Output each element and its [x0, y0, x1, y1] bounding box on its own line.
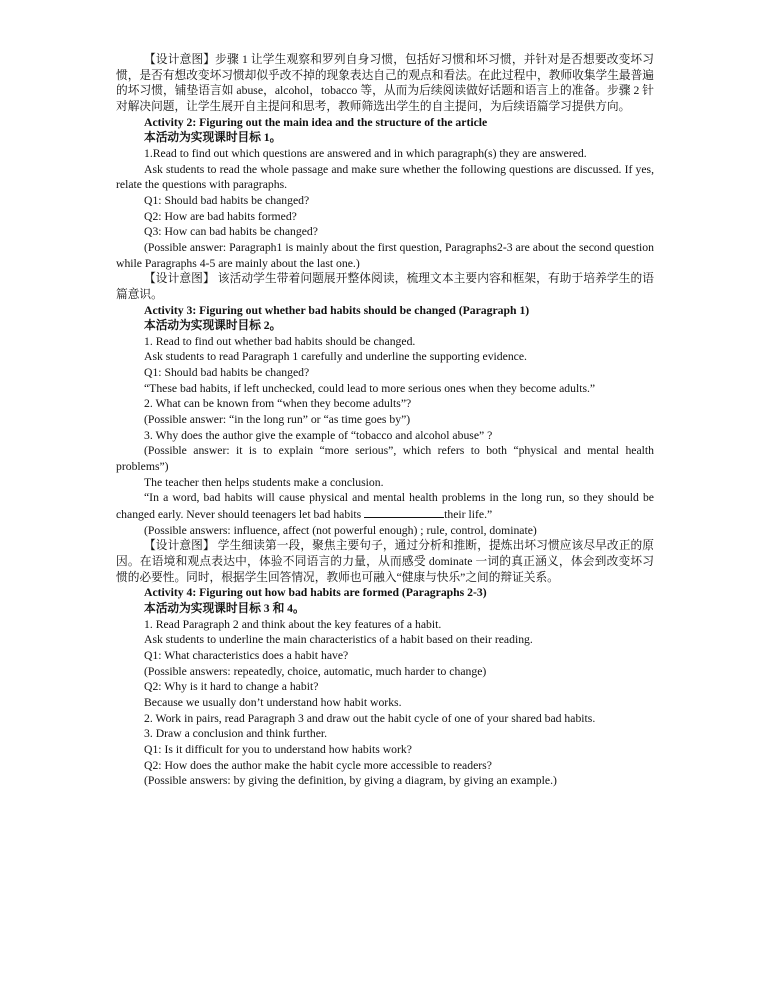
paragraph-p37: (Possible answers: by giving the definition, by giving a diagram, by giving an example.)	[144, 774, 557, 788]
paragraph-p31: Q2: Why is it hard to change a habit?	[144, 680, 319, 694]
paragraph-p27: 1. Read Paragraph 2 and think about the key features of a habit.	[144, 617, 442, 631]
paragraph-p13: 1. Read to find out whether bad habits should be changed.	[144, 334, 416, 348]
paragraph-p18: (Possible answer: “in the long run” or “as time goes by”)	[144, 413, 411, 427]
paragraph-p29: Q1: What characteristics does a habit have?	[144, 648, 349, 662]
paragraph-p24: 【设计意图】 学生细读第一段，聚焦主要句子，通过分析和推断，提炼出坏习惯应该尽早改正的原因。在语境和观点表达中，体验不同语言的力量，从而感受 dominate 一词的真正涵义，体会到改变坏习惯的必要性。同时，根据学生回答情况，教师也可融入“健康与快乐”之间的辩证关系。	[116, 539, 654, 584]
paragraph-p21: The teacher then helps students make a conclusion.	[144, 475, 384, 489]
paragraph-p7: Q2: How are bad habits formed?	[144, 209, 297, 223]
paragraph-p4: 1.Read to find out which questions are answered and in which paragraph(s) they are answered.	[144, 146, 587, 160]
paragraph-p17: 2. What can be known from “when they become adults”?	[144, 397, 412, 411]
paragraph-p9: (Possible answer: Paragraph1 is mainly about the first question, Paragraphs2-3 are about the second question while Paragraphs 4-5 are mainly about the last one.)	[116, 240, 654, 270]
paragraph-p5: Ask students to read the whole passage and make sure whether the following questions are discussed. If yes, relate the questions with paragraphs.	[116, 162, 654, 192]
paragraph-p36: Q2: How does the author make the habit cycle more accessible to readers?	[144, 758, 492, 772]
paragraph-p35: Q1: Is it difficult for you to understand how habits work?	[144, 742, 412, 756]
paragraph-p23: (Possible answers: influence, affect (not powerful enough) ; rule, control, dominate)	[144, 523, 537, 537]
fill-in-blank	[364, 506, 444, 518]
document-page	[116, 52, 654, 789]
paragraph-p32: Because we usually don’t understand how habit works.	[144, 695, 402, 709]
paragraph-p6: Q1: Should bad habits be changed?	[144, 193, 310, 207]
paragraph-p26: 本活动为实现课时目标 3 和 4。	[144, 601, 305, 615]
paragraph-text-after-blank: their life.”	[444, 508, 493, 522]
paragraph-p19: 3. Why does the author give the example of “tobacco and alcohol abuse” ?	[144, 428, 493, 442]
paragraph-text-before-blank: “In a word, bad habits will cause physical and mental health problems in the long run, so they should be changed early. Never should teenagers let bad habits	[116, 491, 654, 522]
paragraph-p1: 【设计意图】步骤 1 让学生观察和罗列自身习惯，包括好习惯和坏习惯，并针对是否想要改变坏习惯，是否有想改变坏习惯却似乎改不掉的现象表达自己的观点和看法。在此过程中，教师收集学生最普遍的坏习惯，铺垫语言如 abuse，alcohol，tobacco 等，从而为后续阅读做好话题和语言上的准备。步骤 2 针对解决问题，让学生展开自主提问和思考，教师筛选出学生的自主提问，为后续语篇学习提供方向。	[116, 53, 654, 113]
paragraph-p20: (Possible answer: it is to explain “more serious”, which refers to both “physical and mental health problems”)	[116, 444, 654, 474]
paragraph-p14: Ask students to read Paragraph 1 carefully and underline the supporting evidence.	[144, 350, 527, 364]
paragraph-p33: 2. Work in pairs, read Paragraph 3 and draw out the habit cycle of one of your shared bad habits.	[144, 711, 596, 725]
paragraph-p12: 本活动为实现课时目标 2。	[144, 319, 282, 333]
paragraph-p15: Q1: Should bad habits be changed?	[144, 366, 310, 380]
paragraph-p11: Activity 3: Figuring out whether bad habits should be changed (Paragraph 1)	[144, 303, 530, 317]
paragraph-p10: 【设计意图】 该活动学生带着问题展开整体阅读，梳理文本主要内容和框架，有助于培养学生的语篇意识。	[116, 272, 654, 301]
paragraph-p22	[116, 490, 654, 522]
paragraph-p2: Activity 2: Figuring out the main idea and the structure of the article	[144, 115, 488, 129]
paragraph-p8: Q3: How can bad habits be changed?	[144, 225, 318, 239]
paragraph-p34: 3. Draw a conclusion and think further.	[144, 727, 328, 741]
paragraph-p25: Activity 4: Figuring out how bad habits are formed (Paragraphs 2-3)	[144, 586, 487, 600]
paragraph-p30: (Possible answers: repeatedly, choice, automatic, much harder to change)	[144, 664, 487, 678]
paragraph-p16: “These bad habits, if left unchecked, could lead to more serious ones when they become adults.”	[144, 381, 596, 395]
paragraph-p28: Ask students to underline the main characteristics of a habit based on their reading.	[144, 633, 533, 647]
paragraph-p3: 本活动为实现课时目标 1。	[144, 131, 282, 145]
